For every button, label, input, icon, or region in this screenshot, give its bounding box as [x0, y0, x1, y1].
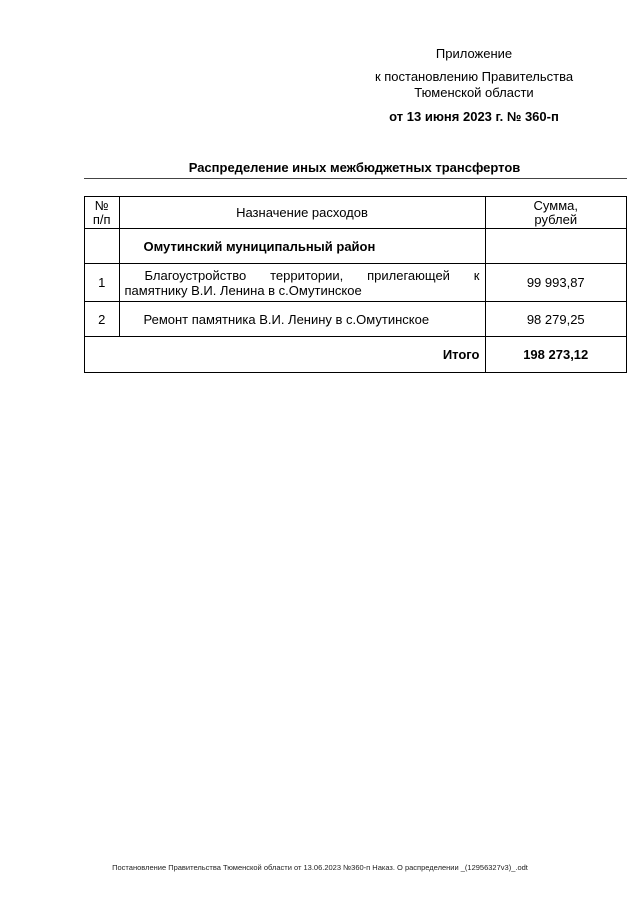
district-name: Омутинский муниципальный район — [119, 229, 485, 264]
table-row — [85, 264, 627, 302]
header-sum — [485, 197, 627, 229]
header-purpose: Назначение расходов — [119, 197, 485, 229]
header-sum-line2: рублей — [534, 211, 578, 227]
total-sum: 198 273,12 — [485, 337, 627, 373]
row-sum: 99 993,87 — [485, 264, 627, 302]
appendix-resolution: к постановлению Правительства — [374, 69, 574, 84]
header-number-line1: № — [94, 197, 109, 213]
row-purpose: Благоустройство территории, прилегающей к памятнику В.И. Ленина в с.Омутинское — [119, 264, 485, 302]
total-row — [85, 337, 627, 373]
page-footer: Постановление Правительства Тюменской области от 13.06.2023 №360-п Наказ. О распределении _(12956327v3)_.odt — [112, 863, 528, 872]
table-row — [85, 302, 627, 337]
header-sum-line1: Сумма, — [533, 197, 578, 213]
district-sum-cell — [485, 229, 627, 264]
row-number: 1 — [85, 264, 120, 302]
row-sum: 98 279,25 — [485, 302, 627, 337]
appendix-date-number: от 13 июня 2023 г. № 360-п — [389, 109, 559, 124]
appendix-label: Приложение — [435, 46, 513, 61]
appendix-block — [364, 46, 584, 125]
transfers-table — [84, 196, 627, 373]
district-number-cell — [85, 229, 120, 264]
appendix-region: Тюменской области — [414, 85, 534, 100]
district-row — [85, 229, 627, 264]
row-number: 2 — [85, 302, 120, 337]
header-number — [85, 197, 120, 229]
total-label: Итого — [85, 337, 486, 373]
document-title: Распределение иных межбюджетных трансфертов — [188, 160, 521, 175]
title-underline — [84, 178, 627, 179]
header-number-line2: п/п — [92, 211, 111, 227]
table-header-row — [85, 197, 627, 229]
row-purpose: Ремонт памятника В.И. Ленину в с.Омутинское — [119, 302, 485, 337]
